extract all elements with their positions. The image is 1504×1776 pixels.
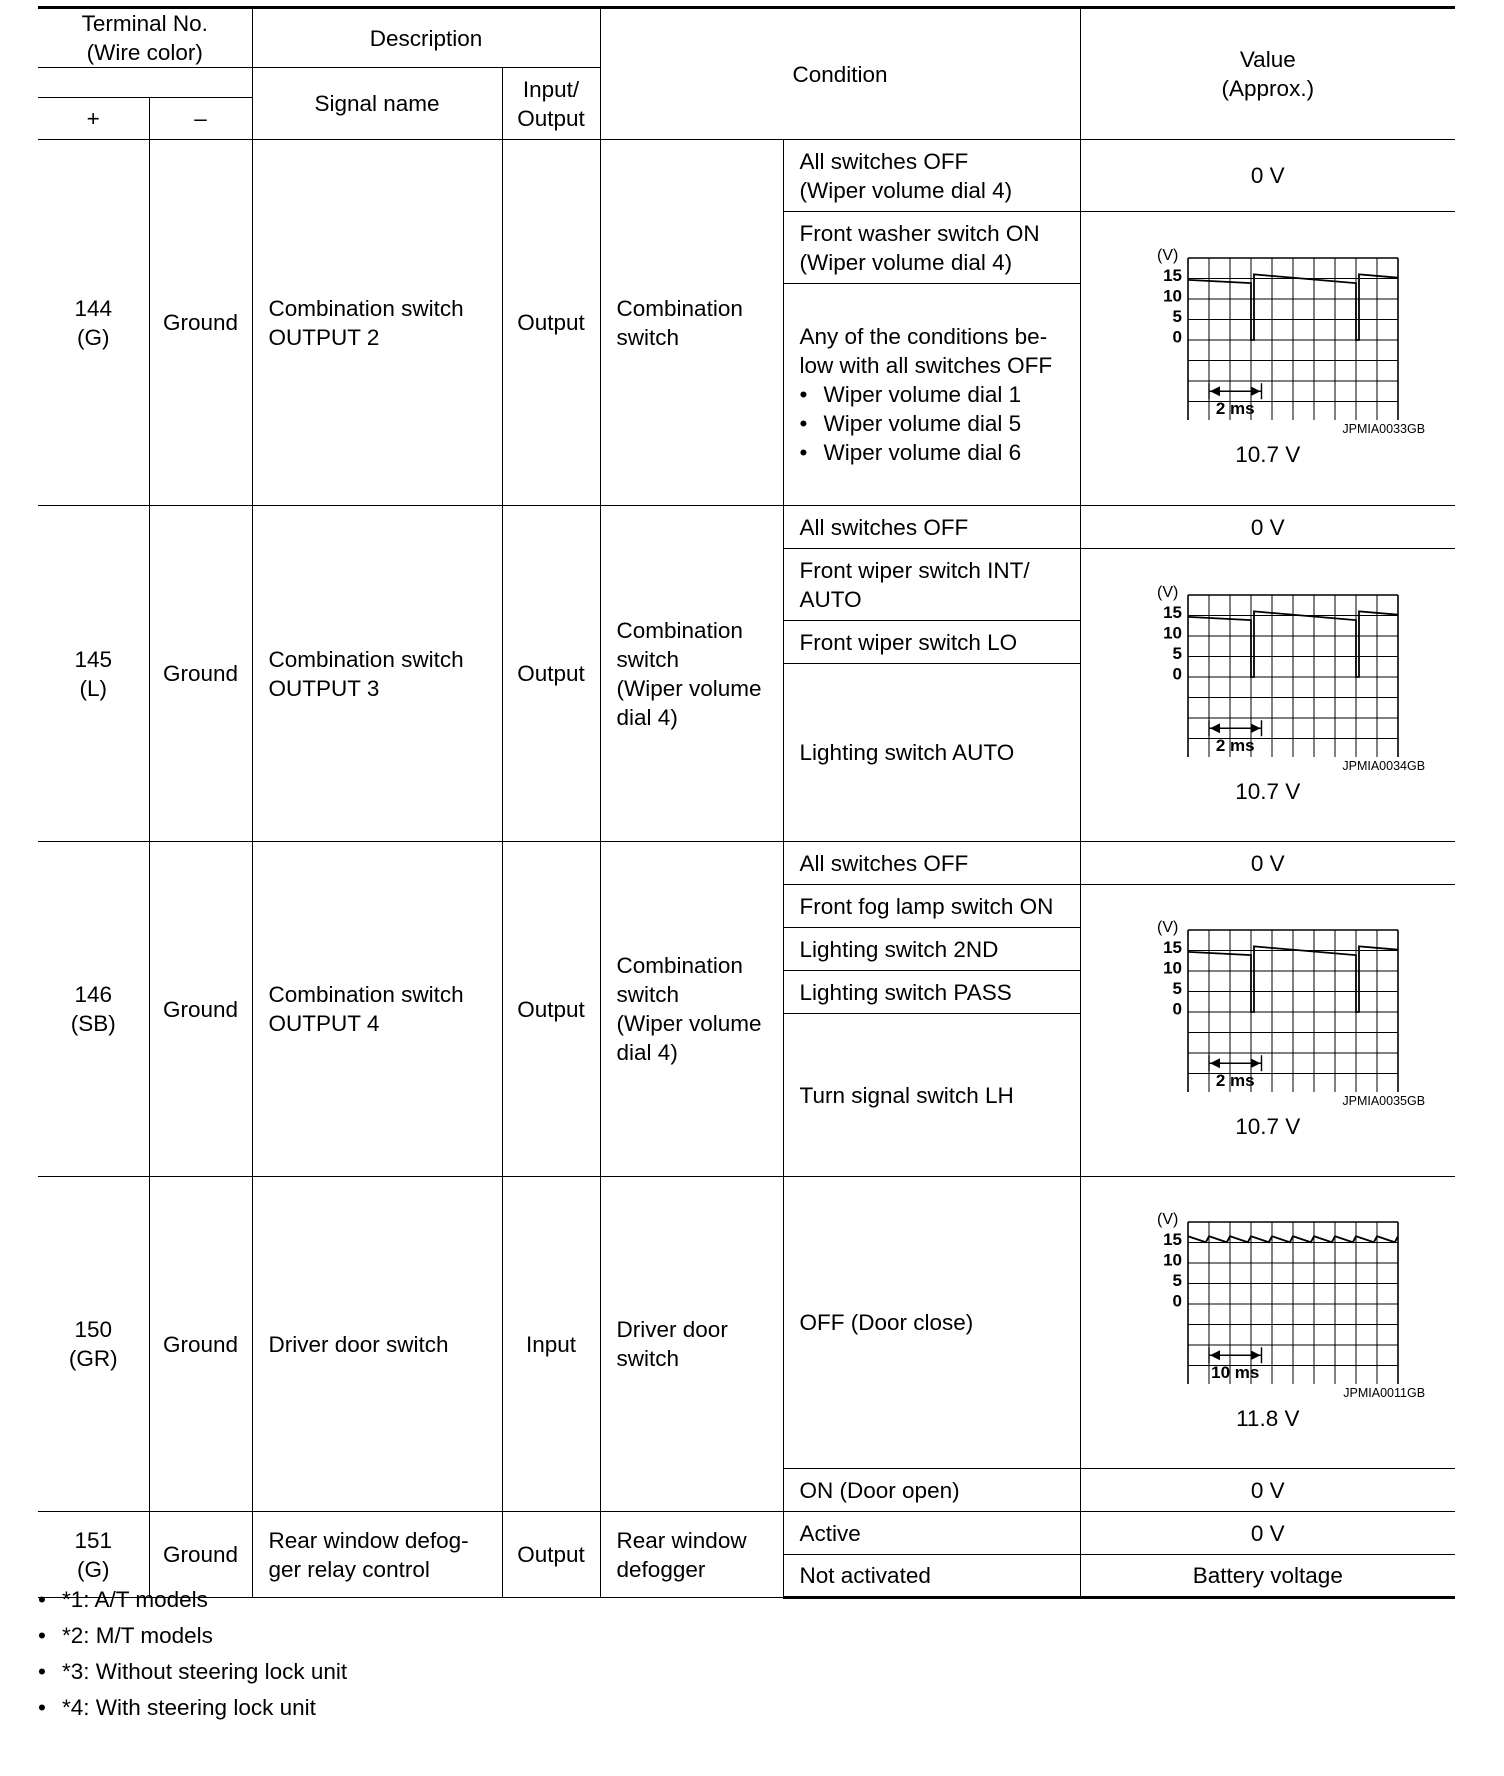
figure-code: JPMIA0011GB (1343, 1386, 1426, 1400)
condition-line: defogger (616, 1556, 706, 1582)
minus-cell: Ground (149, 506, 252, 842)
figure-code: JPMIA0034GB (1342, 758, 1426, 773)
footnote-item: • *2: M/T models (38, 1618, 347, 1654)
bullet-item: • Wiper volume dial 1 (800, 380, 1074, 409)
waveform-value: 10.7 V (1235, 442, 1301, 467)
header-row-1 (38, 8, 1455, 68)
condition-line: switch (616, 646, 680, 672)
y-tick-label: 5 (1172, 979, 1182, 998)
io-label-output: Output (517, 105, 585, 131)
condition-line: switch (616, 324, 680, 350)
signal-name-header: Signal name (252, 68, 502, 140)
sub-condition-line: Front washer switch ON (799, 220, 1040, 246)
sub-condition-cell: All switches OFF (783, 842, 1080, 885)
waveform-value-cell (1080, 549, 1455, 842)
oscilloscope-waveform (1081, 1212, 1456, 1384)
time-arrowhead (1250, 1058, 1260, 1068)
y-unit-label: (V) (1156, 584, 1179, 601)
signal-name-line: Rear window defog- (268, 1527, 469, 1553)
y-tick-label: 5 (1172, 1271, 1182, 1290)
y-tick-label: 10 (1162, 958, 1182, 978)
sub-condition-cell: ON (Door open) (783, 1469, 1080, 1512)
io-cell: Output (502, 1512, 600, 1598)
waveform-value-cell (1080, 212, 1455, 506)
wire-color: (L) (79, 675, 107, 701)
sub-condition-line: Any of the conditions be- (799, 324, 1048, 349)
minus-cell: Ground (149, 1177, 252, 1512)
condition-line: Combination (616, 295, 743, 321)
sub-condition-cell: Lighting switch AUTO (783, 664, 1080, 842)
condition-header: Condition (600, 8, 1080, 140)
y-tick-label: 15 (1162, 602, 1182, 622)
oscilloscope-waveform (1081, 585, 1456, 757)
condition-line: Rear window (616, 1527, 747, 1553)
value-label: Value (1239, 47, 1296, 72)
sub-condition-cell: Front wiper switch LO (783, 621, 1080, 664)
figure-code: JPMIA0035GB (1342, 1094, 1426, 1108)
footnote-item: • *3: Without steering lock unit (38, 1654, 347, 1690)
time-scale-label: 2 ms (1215, 1070, 1255, 1090)
sub-condition-cell: All switches OFF (783, 506, 1080, 549)
sub-condition-line: Front wiper switch INT/ (799, 557, 1030, 583)
terminal-number: 144 (74, 295, 113, 321)
time-arrowhead (1250, 723, 1260, 733)
sub-condition-bullets (800, 380, 1074, 467)
signal-name-cell (252, 506, 502, 842)
table-row (38, 506, 1455, 549)
time-arrowhead (1250, 386, 1260, 396)
terminal-cell (38, 140, 149, 506)
io-cell: Output (502, 506, 600, 842)
terminal-no-label: Terminal No. (81, 11, 208, 36)
condition-cell (600, 1512, 783, 1598)
value-cell: 0 V (1080, 140, 1455, 212)
time-scale-label: 10 ms (1210, 1362, 1260, 1382)
condition-line: Combination (616, 617, 743, 643)
condition-line: switch (616, 982, 680, 1007)
waveform-value: 11.8 V (1236, 1406, 1300, 1431)
oscilloscope-waveform (1081, 920, 1456, 1092)
figure-code: JPMIA0033GB (1342, 422, 1426, 436)
io-cell: Output (502, 842, 600, 1177)
value-cell: 0 V (1080, 1512, 1455, 1555)
table-row (38, 1177, 1455, 1469)
table-row (38, 842, 1455, 885)
footnote-item: • *1: A/T models (38, 1582, 347, 1618)
minus-cell: Ground (149, 1512, 252, 1598)
plus-header: + (38, 98, 149, 140)
sub-condition-line: (Wiper volume dial 4) (799, 249, 1013, 275)
signal-name-line: Combination switch (268, 646, 464, 672)
io-header (502, 68, 600, 140)
wire-color-label: (Wire color) (86, 40, 203, 65)
waveform-value-cell (1080, 1177, 1455, 1469)
sub-condition-line: All switches OFF (799, 148, 969, 174)
description-header: Description (252, 8, 600, 68)
footnotes (38, 1582, 347, 1726)
terminal-number: 146 (74, 982, 113, 1007)
wire-color: (GR) (68, 1346, 118, 1371)
waveform-value: 10.7 V (1235, 778, 1301, 804)
minus-cell: Ground (149, 140, 252, 506)
oscilloscope-waveform (1081, 248, 1456, 420)
signal-name-line: OUTPUT 2 (268, 324, 380, 350)
waveform-value: 10.7 V (1235, 1114, 1301, 1139)
signal-name-cell (252, 140, 502, 506)
signal-name-line: ger relay control (268, 1556, 430, 1582)
table-row (38, 1512, 1455, 1555)
y-tick-label: 0 (1172, 327, 1182, 347)
y-tick-label: 15 (1162, 938, 1182, 957)
terminal-number: 145 (74, 646, 113, 672)
y-unit-label: (V) (1156, 920, 1179, 936)
value-header (1080, 8, 1455, 140)
y-tick-label: 10 (1162, 623, 1182, 642)
condition-line: switch (616, 1346, 680, 1371)
y-tick-label: 10 (1162, 286, 1182, 306)
io-cell: Input (502, 1177, 600, 1512)
time-scale-label: 2 ms (1215, 735, 1255, 755)
terminal-cell (38, 1177, 149, 1512)
wire-color: (G) (77, 324, 110, 350)
sub-condition-cell: Lighting switch 2ND (783, 928, 1080, 971)
sub-condition-cell (783, 140, 1080, 212)
condition-line: Driver door (616, 1317, 728, 1342)
time-arrowhead (1210, 723, 1220, 733)
condition-cell (600, 842, 783, 1177)
terminal-spec-sheet (38, 6, 1455, 1599)
footnote-item: • *4: With steering lock unit (38, 1690, 347, 1726)
sub-condition-line: low with all switches OFF (799, 353, 1053, 378)
y-tick-label: 10 (1162, 1250, 1182, 1270)
wire-color: (SB) (70, 1011, 116, 1036)
approx-label: (Approx.) (1221, 76, 1315, 101)
y-tick-label: 5 (1172, 307, 1182, 326)
terminal-no-header (38, 8, 252, 68)
io-label-input: Input/ (522, 76, 580, 102)
sub-condition-cell (783, 284, 1080, 506)
y-tick-label: 0 (1172, 999, 1182, 1019)
y-tick-label: 0 (1172, 664, 1182, 683)
condition-line: dial 4) (616, 1040, 678, 1065)
condition-line: dial 4) (616, 704, 678, 730)
signal-name-line: Combination switch (268, 982, 464, 1007)
value-cell: 0 V (1080, 842, 1455, 885)
y-tick-label: 5 (1172, 643, 1182, 663)
condition-cell (600, 1177, 783, 1512)
wire-color: (G) (77, 1556, 110, 1582)
time-scale-label: 2 ms (1215, 398, 1255, 418)
io-cell: Output (502, 140, 600, 506)
terminal-cell (38, 842, 149, 1177)
y-unit-label: (V) (1156, 1212, 1179, 1228)
sub-condition-cell: OFF (Door close) (783, 1177, 1080, 1469)
terminal-number: 150 (74, 1317, 113, 1342)
waveform-svg (1133, 1212, 1403, 1384)
signal-name-line: Combination switch (268, 295, 464, 321)
minus-header: – (149, 98, 252, 140)
signal-name-line: OUTPUT 4 (268, 1011, 380, 1036)
time-arrowhead (1210, 1350, 1220, 1360)
condition-cell (600, 506, 783, 842)
waveform-svg (1133, 920, 1403, 1092)
terminal-no-header-spacer (38, 68, 252, 98)
condition-line: Combination (616, 953, 743, 978)
sub-condition-cell: Turn signal switch LH (783, 1014, 1080, 1177)
sub-condition-cell: Lighting switch PASS (783, 971, 1080, 1014)
bullet-item: • Wiper volume dial 5 (800, 409, 1074, 438)
value-cell: Battery voltage (1080, 1555, 1455, 1598)
value-cell: 0 V (1080, 1469, 1455, 1512)
minus-cell: Ground (149, 842, 252, 1177)
sub-condition-cell: Front fog lamp switch ON (783, 885, 1080, 928)
condition-line: (Wiper volume (616, 1011, 762, 1036)
sub-condition-cell (783, 549, 1080, 621)
waveform-svg (1133, 585, 1403, 757)
signal-name-cell (252, 842, 502, 1177)
waveform-svg (1133, 248, 1403, 420)
time-arrowhead (1210, 1058, 1220, 1068)
time-arrowhead (1250, 1350, 1260, 1360)
y-tick-label: 0 (1172, 1291, 1182, 1311)
sub-condition-line: AUTO (799, 586, 862, 612)
y-unit-label: (V) (1156, 248, 1179, 264)
bullet-item: • Wiper volume dial 6 (800, 438, 1074, 467)
terminal-cell (38, 506, 149, 842)
y-tick-label: 15 (1162, 1230, 1182, 1249)
terminal-number: 151 (74, 1527, 113, 1553)
signal-name-line: OUTPUT 3 (268, 675, 380, 701)
sub-condition-cell: Active (783, 1512, 1080, 1555)
signal-name-cell: Driver door switch (252, 1177, 502, 1512)
sub-condition-cell (783, 212, 1080, 284)
time-arrowhead (1210, 386, 1220, 396)
value-cell: 0 V (1080, 506, 1455, 549)
waveform-value-cell (1080, 885, 1455, 1177)
terminal-spec-table (38, 6, 1455, 1599)
sub-condition-line: (Wiper volume dial 4) (799, 177, 1013, 203)
condition-cell (600, 140, 783, 506)
y-tick-label: 15 (1162, 266, 1182, 285)
table-row (38, 140, 1455, 212)
condition-line: (Wiper volume (616, 675, 762, 701)
sub-condition-cell: Not activated (783, 1555, 1080, 1598)
